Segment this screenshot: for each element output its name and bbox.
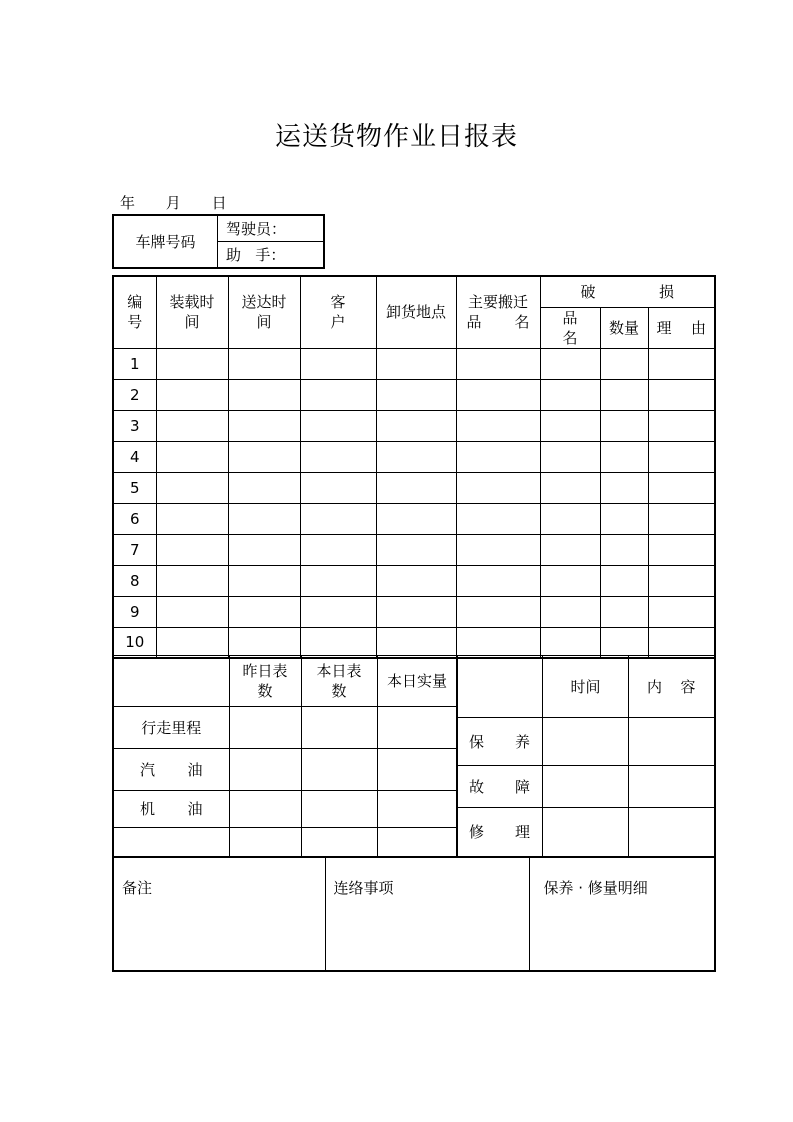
table-row bbox=[113, 379, 715, 410]
cell[interactable] bbox=[456, 348, 540, 379]
cell[interactable] bbox=[376, 565, 456, 596]
row-number: 9 bbox=[113, 596, 156, 627]
cell[interactable] bbox=[600, 472, 648, 503]
table-row bbox=[113, 565, 715, 596]
delivery-table bbox=[112, 275, 716, 659]
cell[interactable] bbox=[156, 503, 228, 534]
cell[interactable] bbox=[648, 348, 715, 379]
date-year: 年 bbox=[120, 194, 136, 212]
cell[interactable] bbox=[377, 749, 457, 791]
table-row bbox=[113, 348, 715, 379]
table-row bbox=[113, 472, 715, 503]
cell[interactable] bbox=[600, 503, 648, 534]
cell[interactable] bbox=[300, 627, 376, 658]
cell[interactable] bbox=[156, 348, 228, 379]
cell[interactable] bbox=[648, 565, 715, 596]
table-row bbox=[113, 534, 715, 565]
cell[interactable] bbox=[228, 472, 300, 503]
row-number: 6 bbox=[113, 503, 156, 534]
cell[interactable] bbox=[540, 348, 600, 379]
cell[interactable] bbox=[156, 410, 228, 441]
row-fuel: 汽 油 bbox=[113, 749, 229, 791]
cell[interactable] bbox=[300, 472, 376, 503]
cell[interactable] bbox=[229, 828, 301, 857]
cell[interactable] bbox=[540, 410, 600, 441]
cell[interactable] bbox=[301, 791, 377, 828]
cell[interactable] bbox=[456, 534, 540, 565]
row-number: 10 bbox=[113, 627, 156, 658]
remarks-detail[interactable]: 保养 · 修量明细 bbox=[529, 857, 715, 971]
cell[interactable] bbox=[300, 596, 376, 627]
cell[interactable] bbox=[648, 596, 715, 627]
cell[interactable] bbox=[300, 348, 376, 379]
row-number: 7 bbox=[113, 534, 156, 565]
row-oil: 机 油 bbox=[113, 791, 229, 828]
header-unload-place: 卸货地点 bbox=[376, 276, 456, 348]
cell[interactable] bbox=[228, 596, 300, 627]
cell[interactable] bbox=[543, 766, 629, 808]
cell[interactable] bbox=[300, 441, 376, 472]
cell[interactable] bbox=[300, 534, 376, 565]
cell[interactable] bbox=[376, 410, 456, 441]
row-number: 3 bbox=[113, 410, 156, 441]
header-load-time: 装载时 间 bbox=[156, 276, 228, 348]
row-number: 2 bbox=[113, 379, 156, 410]
cell[interactable] bbox=[156, 534, 228, 565]
cell[interactable] bbox=[648, 503, 715, 534]
cell[interactable] bbox=[540, 627, 600, 658]
cell[interactable] bbox=[629, 718, 715, 766]
cell[interactable] bbox=[456, 627, 540, 658]
header-damage-name: 品 名 bbox=[540, 307, 600, 348]
cell[interactable] bbox=[540, 503, 600, 534]
header-time: 时间 bbox=[543, 656, 629, 718]
cell[interactable] bbox=[228, 565, 300, 596]
cell[interactable] bbox=[301, 707, 377, 749]
header-damage-reason: 理 由 bbox=[648, 307, 715, 348]
cell[interactable] bbox=[648, 379, 715, 410]
cell[interactable] bbox=[600, 410, 648, 441]
assistant-label-a: 助 bbox=[226, 245, 242, 264]
cell[interactable] bbox=[376, 534, 456, 565]
remarks-table bbox=[112, 856, 716, 972]
cell[interactable] bbox=[156, 472, 228, 503]
cell[interactable] bbox=[228, 441, 300, 472]
cell[interactable] bbox=[648, 410, 715, 441]
cell[interactable] bbox=[600, 565, 648, 596]
cell[interactable] bbox=[600, 596, 648, 627]
cell[interactable] bbox=[301, 828, 377, 857]
row-fault: 故 障 bbox=[457, 766, 543, 808]
date-month: 月 bbox=[165, 194, 181, 212]
cell[interactable] bbox=[229, 791, 301, 828]
header-damage-qty: 数量 bbox=[600, 307, 648, 348]
cell[interactable] bbox=[540, 472, 600, 503]
cell[interactable] bbox=[300, 565, 376, 596]
row-repair: 修 理 bbox=[457, 808, 543, 857]
cell[interactable] bbox=[228, 503, 300, 534]
cell[interactable] bbox=[228, 410, 300, 441]
cell[interactable] bbox=[228, 379, 300, 410]
cell[interactable] bbox=[540, 565, 600, 596]
cell[interactable] bbox=[156, 379, 228, 410]
cell[interactable] bbox=[156, 565, 228, 596]
assistant-field[interactable] bbox=[218, 242, 325, 269]
cell[interactable] bbox=[113, 828, 229, 857]
cell[interactable] bbox=[629, 808, 715, 857]
remarks-note[interactable]: 备注 bbox=[113, 857, 325, 971]
header-damage: 破 损 bbox=[540, 276, 715, 307]
cell[interactable] bbox=[376, 348, 456, 379]
cell[interactable] bbox=[376, 472, 456, 503]
cell[interactable] bbox=[376, 596, 456, 627]
cell[interactable] bbox=[376, 441, 456, 472]
cell[interactable] bbox=[648, 441, 715, 472]
row-number: 1 bbox=[113, 348, 156, 379]
cell[interactable] bbox=[301, 749, 377, 791]
mileage-corner bbox=[113, 656, 229, 707]
cell[interactable] bbox=[540, 534, 600, 565]
cell[interactable] bbox=[300, 503, 376, 534]
cell[interactable] bbox=[648, 534, 715, 565]
row-distance: 行走里程 bbox=[113, 707, 229, 749]
form-title: 运送货物作业日报表 bbox=[274, 122, 518, 152]
cell[interactable] bbox=[540, 441, 600, 472]
license-box bbox=[112, 214, 325, 269]
cell[interactable] bbox=[156, 627, 228, 658]
cell[interactable] bbox=[540, 596, 600, 627]
cell[interactable] bbox=[600, 348, 648, 379]
cell[interactable] bbox=[648, 472, 715, 503]
cell[interactable] bbox=[300, 379, 376, 410]
header-yesterday: 昨日表 数 bbox=[229, 656, 301, 707]
maintenance-table bbox=[456, 655, 716, 857]
row-upkeep: 保 养 bbox=[457, 718, 543, 766]
cell[interactable] bbox=[377, 791, 457, 828]
cell[interactable] bbox=[376, 379, 456, 410]
cell[interactable] bbox=[543, 808, 629, 857]
table-row bbox=[113, 596, 715, 627]
maint-corner bbox=[457, 656, 543, 718]
table-row bbox=[113, 410, 715, 441]
header-client: 客 户 bbox=[300, 276, 376, 348]
remarks-contact[interactable]: 连络事项 bbox=[325, 857, 529, 971]
row-number: 5 bbox=[113, 472, 156, 503]
table-row bbox=[113, 441, 715, 472]
cell[interactable] bbox=[456, 441, 540, 472]
header-number: 编 号 bbox=[113, 276, 156, 348]
cell[interactable] bbox=[648, 627, 715, 658]
cell[interactable] bbox=[456, 472, 540, 503]
cell[interactable] bbox=[228, 348, 300, 379]
driver-field[interactable]: 驾驶员： bbox=[218, 215, 325, 242]
cell[interactable] bbox=[376, 503, 456, 534]
date-line bbox=[120, 192, 227, 213]
cell[interactable] bbox=[377, 707, 457, 749]
cell[interactable] bbox=[377, 828, 457, 857]
cell[interactable] bbox=[228, 534, 300, 565]
cell[interactable] bbox=[300, 410, 376, 441]
row-number: 8 bbox=[113, 565, 156, 596]
cell[interactable] bbox=[600, 534, 648, 565]
cell[interactable] bbox=[600, 627, 648, 658]
cell[interactable] bbox=[629, 766, 715, 808]
cell[interactable] bbox=[543, 718, 629, 766]
date-day: 日 bbox=[211, 194, 227, 212]
table-row bbox=[113, 503, 715, 534]
cell[interactable] bbox=[229, 749, 301, 791]
table-row bbox=[113, 627, 715, 658]
cell[interactable] bbox=[456, 503, 540, 534]
cell[interactable] bbox=[376, 627, 456, 658]
cell[interactable] bbox=[456, 410, 540, 441]
cell[interactable] bbox=[540, 379, 600, 410]
cell[interactable] bbox=[456, 596, 540, 627]
header-today: 本日表 数 bbox=[301, 656, 377, 707]
cell[interactable] bbox=[600, 441, 648, 472]
plate-label: 车牌号码 bbox=[113, 215, 218, 268]
header-main-goods: 主要搬迁 品 名 bbox=[456, 276, 540, 348]
cell[interactable] bbox=[156, 596, 228, 627]
assistant-label-b: 手： bbox=[255, 245, 286, 264]
cell[interactable] bbox=[229, 707, 301, 749]
mileage-table bbox=[112, 655, 458, 857]
cell[interactable] bbox=[456, 565, 540, 596]
cell[interactable] bbox=[156, 441, 228, 472]
header-deliver-time: 送达时 间 bbox=[228, 276, 300, 348]
header-content: 内 容 bbox=[629, 656, 715, 718]
cell[interactable] bbox=[228, 627, 300, 658]
row-number: 4 bbox=[113, 441, 156, 472]
cell[interactable] bbox=[600, 379, 648, 410]
cell[interactable] bbox=[456, 379, 540, 410]
header-actual: 本日实量 bbox=[377, 656, 457, 707]
